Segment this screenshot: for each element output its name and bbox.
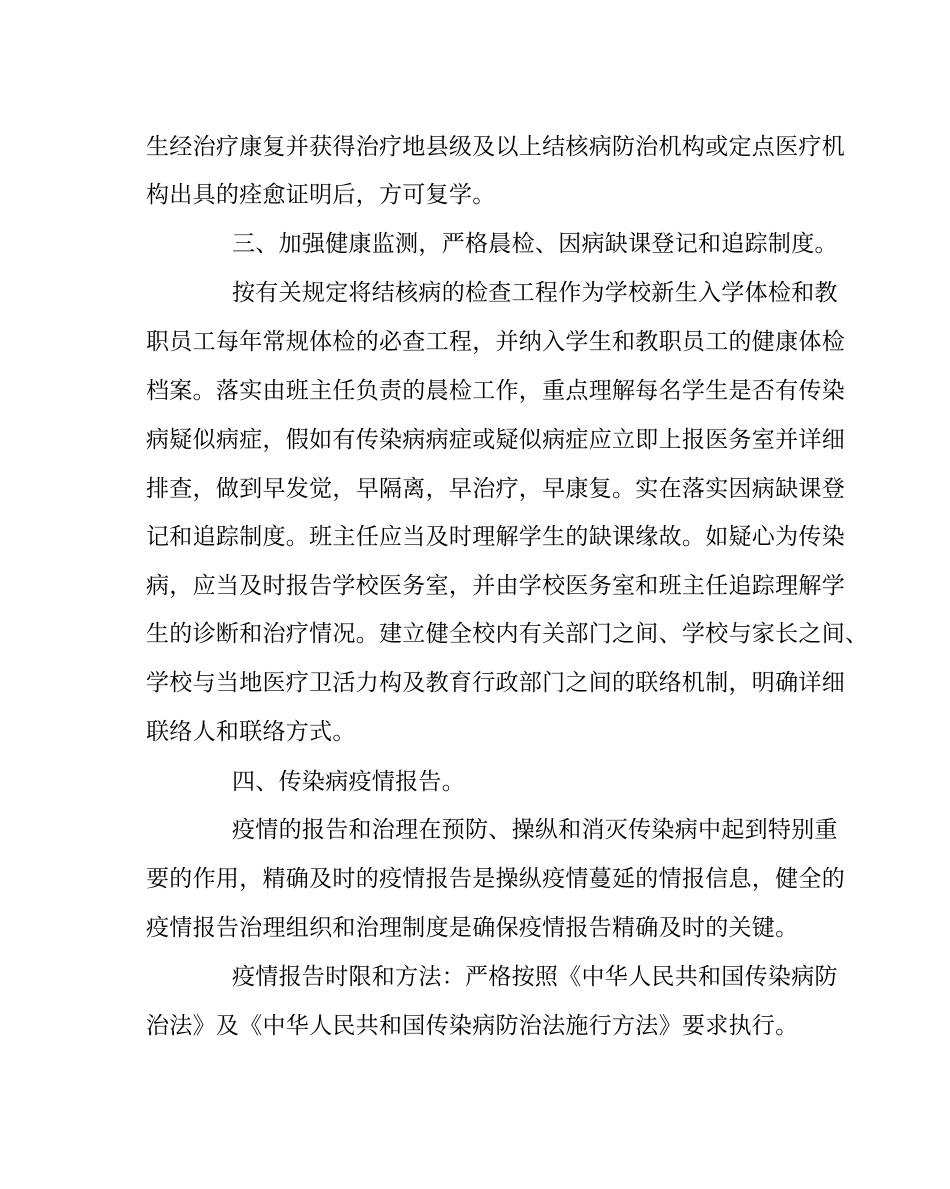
paragraph-start: 按有关规定将结核病的检查工程作为学校新生入学体检和教 (232, 280, 838, 306)
text-line: 病，应当及时报告学校医务室，并由学校医务室和班主任追踪理解学 (146, 573, 845, 599)
text-line: 疫情报告治理组织和治理制度是确保疫情报告精确及时的关键。 (146, 915, 799, 941)
text-line: 要的作用，精确及时的疫情报告是操纵疫情蔓延的情报信息，健全的 (146, 866, 845, 892)
text-line: 学校与当地医疗卫活力构及教育行政部门之间的联络机制，明确详细 (146, 670, 845, 696)
section-heading: 三、加强健康监测，严格晨检、因病缺课登记和追踪制度。 (232, 231, 838, 257)
paragraph-start: 疫情的报告和治理在预防、操纵和消灭传染病中起到特别重 (232, 817, 838, 843)
text-line: 治法》及《中华人民共和国传染病防治法施行方法》要求执行。 (146, 1013, 799, 1039)
text-line: 联络人和联络方式。 (146, 719, 356, 745)
paragraph-start: 疫情报告时限和方法：严格按照《中华人民共和国传染病防 (232, 964, 838, 990)
text-line: 排查，做到早发觉，早隔离，早治疗，早康复。实在落实因病缺课登 (146, 476, 845, 502)
text-line: 职员工每年常规体检的必查工程，并纳入学生和教职员工的健康体检 (146, 329, 845, 355)
text-line: 病疑似病症，假如有传染病病症或疑似病症应立即上报医务室并详细 (146, 427, 845, 453)
text-line: 构出具的痊愈证明后，方可复学。 (146, 182, 496, 208)
text-line: 记和追踪制度。班主任应当及时理解学生的缺课缘故。如疑心为传染 (146, 524, 845, 550)
text-line: 档案。落实由班主任负责的晨检工作，重点理解每名学生是否有传染 (146, 378, 845, 404)
section-heading: 四、传染病疫情报告。 (232, 769, 465, 795)
text-line: 生经治疗康复并获得治疗地县级及以上结核病防治机构或定点医疗机 (146, 134, 845, 160)
text-line: 生的诊断和治疗情况。建立健全校内有关部门之间、学校与家长之间、 (146, 621, 869, 647)
